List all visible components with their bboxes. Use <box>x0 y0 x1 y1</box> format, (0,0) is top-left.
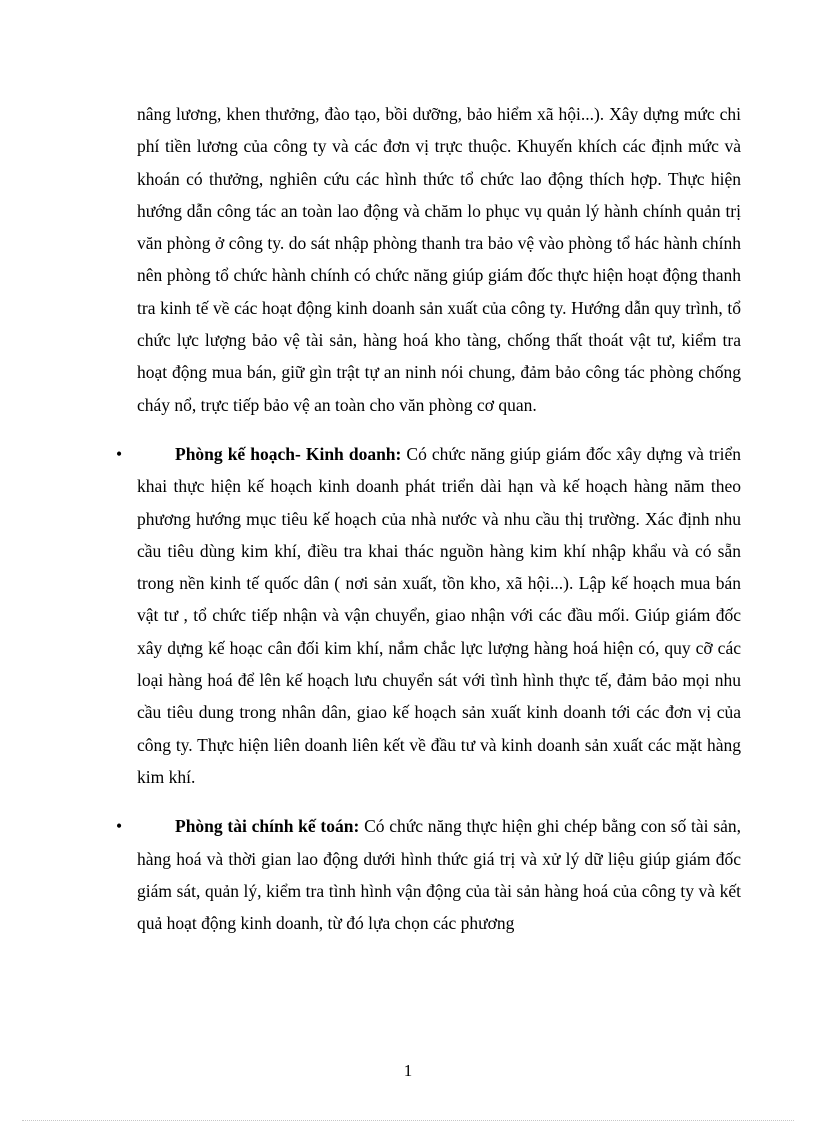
page-number: 1 <box>403 1061 413 1080</box>
list-item-planning-business <box>116 438 742 793</box>
list-item-paragraph <box>137 438 741 793</box>
bullet-icon: • <box>116 443 123 464</box>
section-heading: Phòng kế hoạch- Kinh doanh: <box>175 443 402 464</box>
intro-paragraph: nâng lương, khen thưởng, đào tạo, bồi dưỡng, bảo hiểm xã hội...). Xây dựng mức chi phí tiền lương của công ty và các đơn vị trực thuộc. Khuyến khích các định mức và khoán có thưởng, nghiên cứu các hình thức tổ chức lao động thích hợp. Thực hiện hướng dẫn công tác an toàn lao động và chăm lo phục vụ quản lý hành chính quản trị văn phòng ở công ty. do sát nhập phòng thanh tra bảo vệ vào phòng tổ hác hành chính nên phòng tổ chức hành chính có chức năng giúp giám đốc thực hiện hoạt động thanh tra kinh tế về các hoạt động kinh doanh sản xuất của công ty. Hướng dẫn quy trình, tổ chức lực lượng bảo vệ tài sản, hàng hoá kho tàng, chống thất thoát vật tư, kiểm tra hoạt động mua bán, giữ gìn trật tự an ninh nói chung, đảm bảo công tác phòng chống cháy nổ, trực tiếp bảo vệ an toàn cho văn phòng cơ quan. <box>137 104 741 415</box>
bullet-icon: • <box>116 816 123 837</box>
body-text <box>116 98 742 956</box>
section-heading: Phòng tài chính kế toán: <box>175 816 360 837</box>
list-item-paragraph <box>137 810 741 939</box>
section-body: Có chức năng giúp giám đốc xây dựng và triển khai thực hiện kế hoạch kinh doanh phát triển dài hạn và kế hoạch hàng năm theo phương hướng mục tiêu kế hoạch của nhà nước và nhu cầu thị trường. Xác định nhu cầu tiêu dùng kim khí, điều tra khai thác nguồn hàng kim khí nhập khẩu và có sẵn trong nền kinh tế quốc dân ( nơi sản xuất, tồn kho, xã hội...). Lập kế hoạch mua bán vật tư , tổ chức tiếp nhận và vận chuyển, giao nhận với các đầu mối. Giúp giám đốc xây dựng kế hoạc cân đối kim khí, nắm chắc lực lượng hàng hoá hiện có, quy cỡ các loại hàng hoá để lên kế hoạch lưu chuyển sát với tình hình thực tế, đảm bảo mọi nhu cầu tiêu dung trong nhân dân, giao kế hoạch sản xuất kinh doanh tới các đơn vị của công ty. Thực hiện liên doanh liên kết về đầu tư và kinh doanh sản xuất các mặt hàng kim khí. <box>137 443 742 787</box>
section-body: Có chức năng thực hiện ghi chép bằng con số tài sản, hàng hoá và thời gian lao động dưới hình thức giá trị và xử lý dữ liệu giúp giám đốc giám sát, quản lý, kiểm tra tình hình vận động của tài sản hàng hoá của công ty và kết quả hoạt động kinh doanh, từ đó lựa chọn các phương <box>137 816 742 934</box>
page-edge-divider <box>22 1120 794 1121</box>
list-item-finance-accounting <box>116 810 742 939</box>
